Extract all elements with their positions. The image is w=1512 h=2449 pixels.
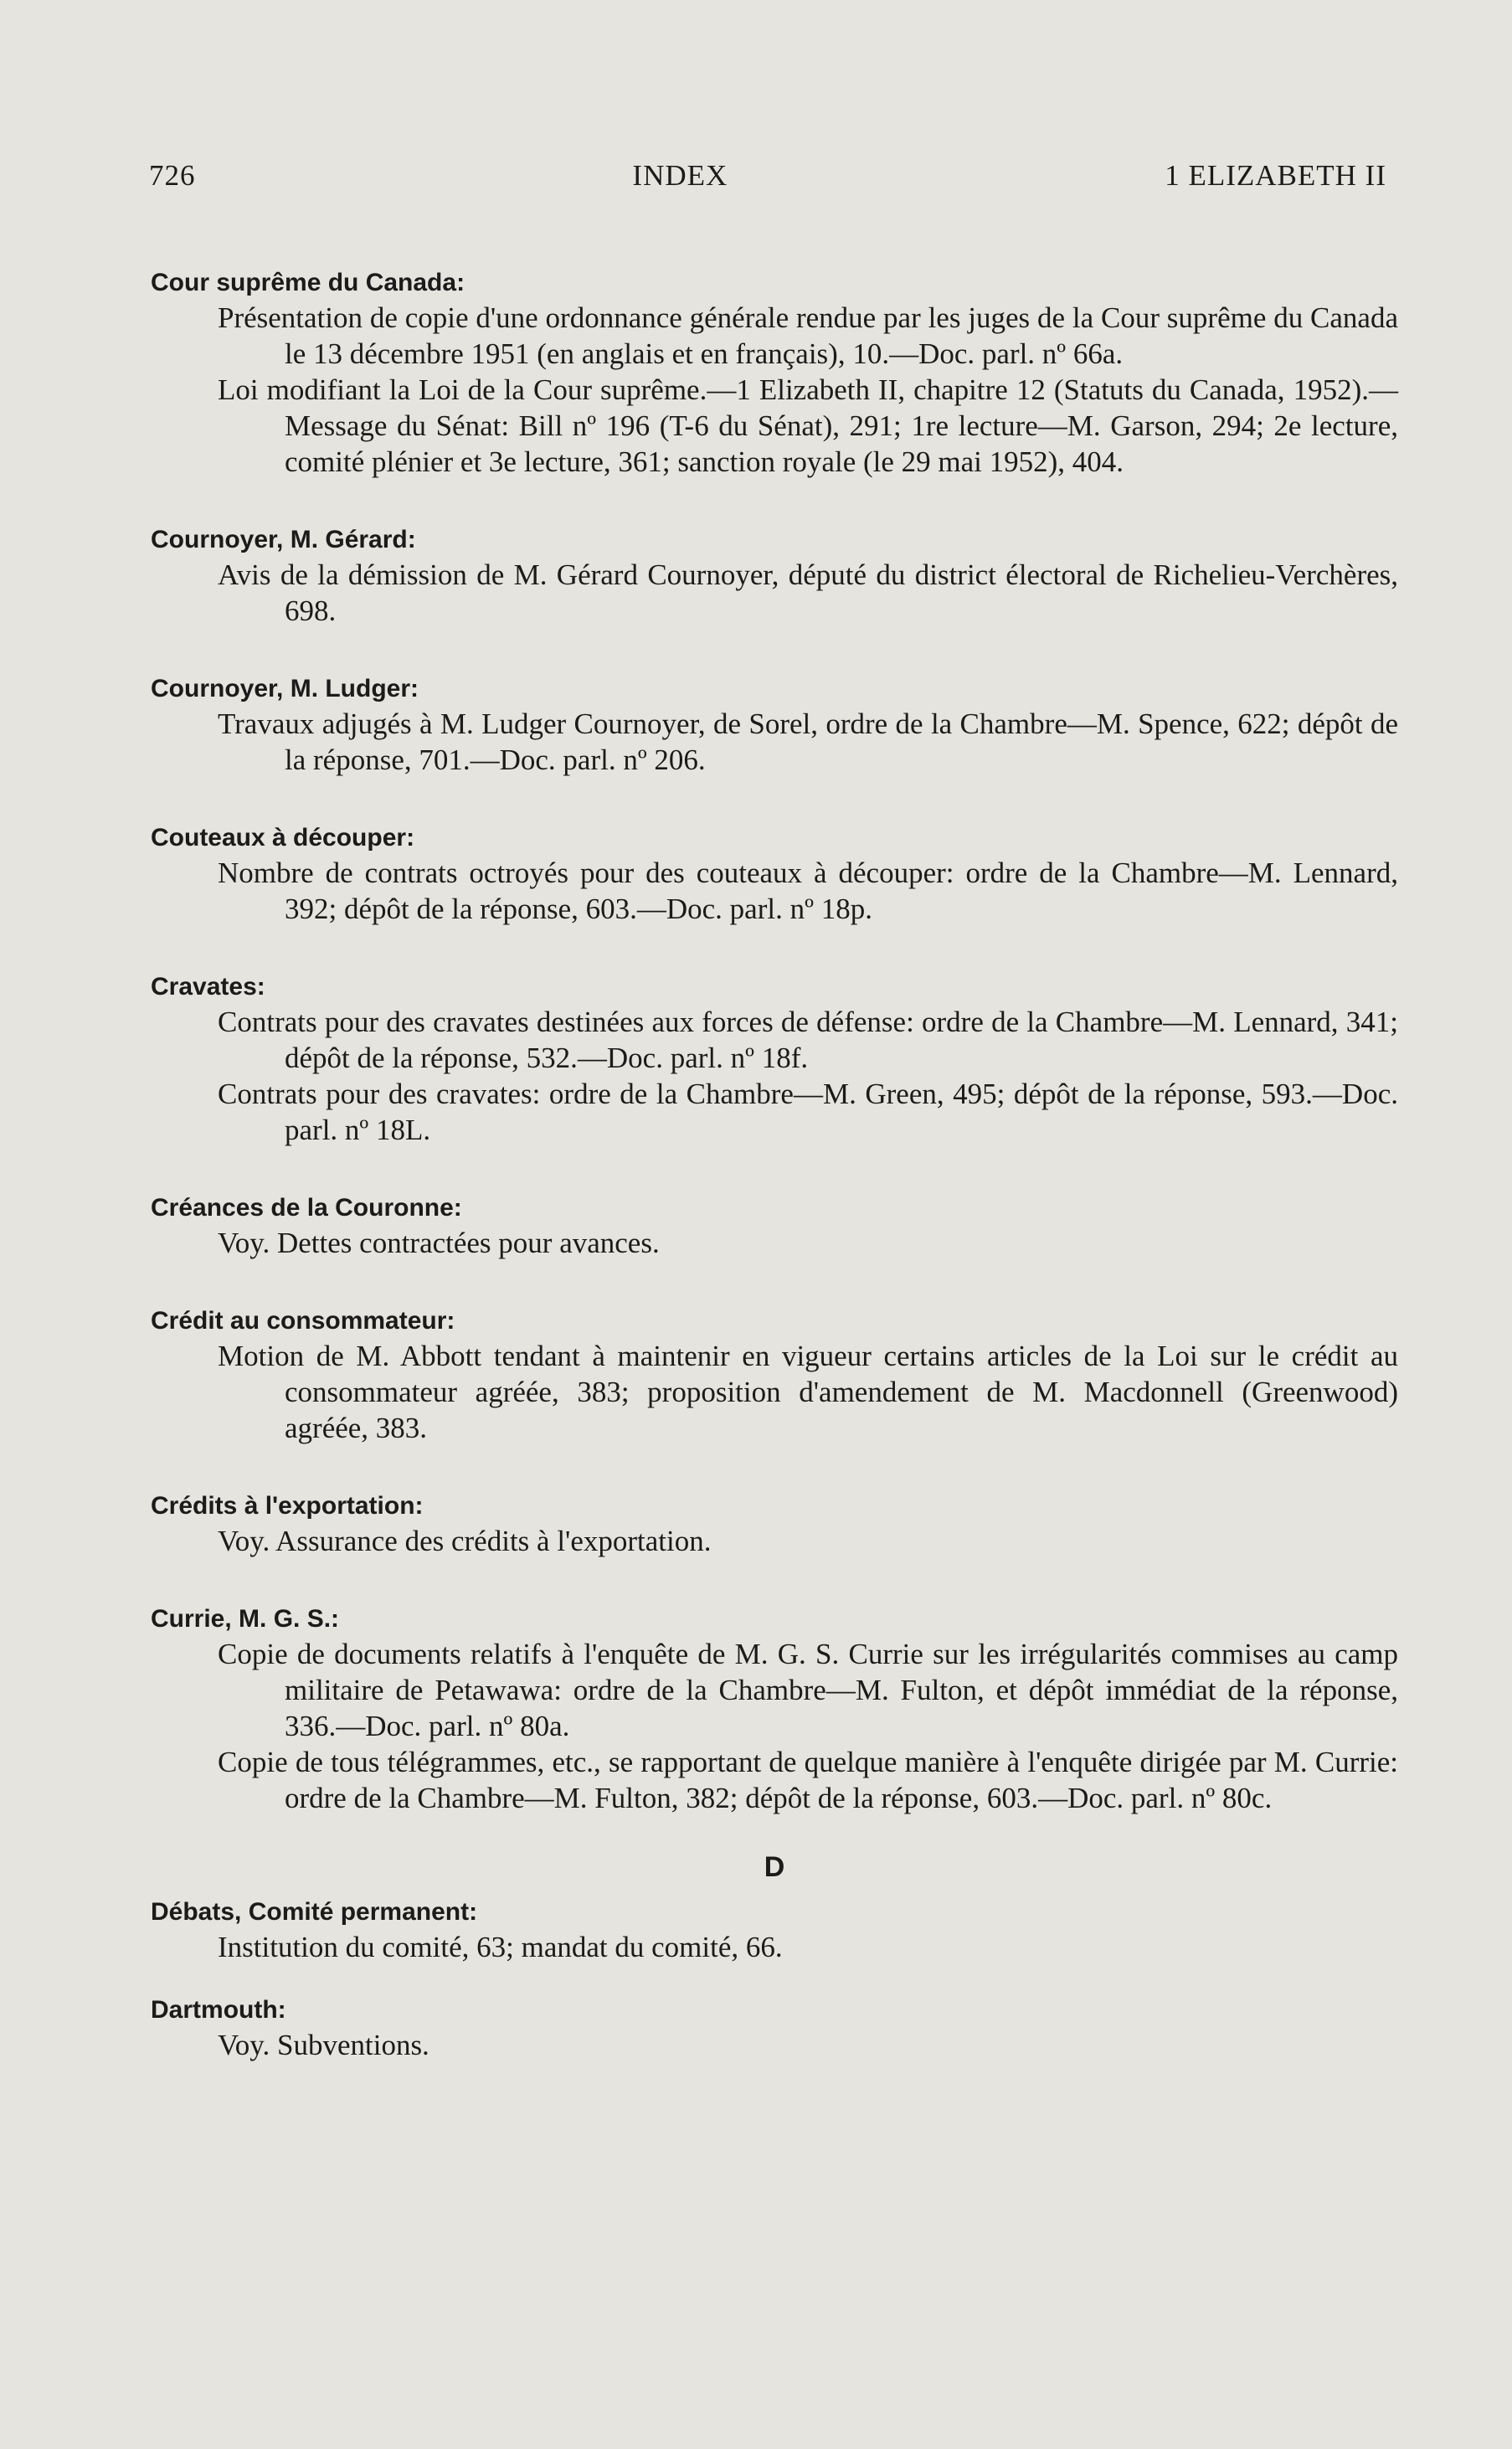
entry-heading: Cournoyer, M. Gérard: <box>151 526 416 553</box>
entry-subitem: Présentation de copie d'une ordonnance générale rendue par les juges de la Cour suprême du Canada le 13 décembre 1951 (en anglais et en français), 10.—Doc. parl. nº 66a. <box>218 301 1398 370</box>
page-number: 726 <box>149 159 196 192</box>
entry-subitem: Travaux adjugés à M. Ludger Cournoyer, de Sorel, ordre de la Chambre—M. Spence, 622; dépôt de la réponse, 701.—Doc. parl. nº 206. <box>218 707 1398 776</box>
entry-heading: Dartmouth: <box>151 1996 286 2024</box>
entry-subitem: Loi modifiant la Loi de la Cour suprême.—1 Elizabeth II, chapitre 12 (Statuts du Canada, 1952).—Message du Sénat: Bill nº 196 (T-6 du Sénat), 291; 1re lecture—M. Garson, 294; 2e lecture, comité plénier et 3e lecture, 361; sanction royale (le 29 mai 1952), 404. <box>218 373 1398 478</box>
entry-subitem: Nombre de contrats octroyés pour des couteaux à découper: ordre de la Chambre—M. Lennard, 392; dépôt de la réponse, 603.—Doc. parl. nº 18p. <box>218 857 1398 925</box>
index-entry <box>151 970 1398 1148</box>
entry-subitem: Contrats pour des cravates destinées aux forces de défense: ordre de la Chambre—M. Lennard, 341; dépôt de la réponse, 532.—Doc. parl. nº 18f. <box>218 1006 1398 1074</box>
entry-subitem: Voy. Assurance des crédits à l'exportation. <box>218 1525 712 1557</box>
index-entry <box>151 266 1398 480</box>
entry-heading: Crédit au consommateur: <box>151 1307 455 1335</box>
entry-subitem: Motion de M. Abbott tendant à maintenir en vigueur certains articles de la Loi sur le crédit au consommateur agréée, 383; proposition d'amendement de M. Macdonnell (Greenwood) agréée, 383. <box>218 1340 1398 1444</box>
page-header <box>149 159 1386 193</box>
entry-heading: Currie, M. G. S.: <box>151 1605 340 1633</box>
entry-subitem: Copie de documents relatifs à l'enquête de M. G. S. Currie sur les irrégularités commises au camp militaire de Petawawa: ordre de la Chambre—M. Fulton, et dépôt immédiat de la réponse, 336.—Doc. parl. nº 80a. <box>218 1638 1398 1742</box>
entry-heading: Crédits à l'exportation: <box>151 1492 424 1520</box>
entry-heading: Cour suprême du Canada: <box>151 269 465 296</box>
entry-heading: Cournoyer, M. Ludger: <box>151 675 419 702</box>
index-entry <box>151 821 1398 927</box>
index-entry <box>151 1994 1398 2063</box>
running-title: INDEX <box>632 159 728 192</box>
index-entry <box>151 1603 1398 1816</box>
entry-subitem: Voy. Dettes contractées pour avances. <box>218 1227 660 1259</box>
entry-subitem: Contrats pour des cravates: ordre de la Chambre—M. Green, 495; dépôt de la réponse, 593.—Doc. parl. nº 18L. <box>218 1078 1398 1146</box>
index-content <box>151 266 1398 2107</box>
entry-subitem: Institution du comité, 63; mandat du comité, 66. <box>218 1931 783 1963</box>
index-entry <box>151 1304 1398 1446</box>
index-entry <box>151 1191 1398 1261</box>
entry-subitem: Voy. Subventions. <box>218 2029 429 2061</box>
entry-subitem: Copie de tous télégrammes, etc., se rapportant de quelque manière à l'enquête dirigée par M. Currie: ordre de la Chambre—M. Fulton, 382; dépôt de la réponse, 603.—Doc. parl. nº 80c. <box>218 1746 1398 1814</box>
entry-subitem: Avis de la démission de M. Gérard Cournoyer, député du district électoral de Richelieu-Verchères, 698. <box>218 558 1398 627</box>
entry-heading: Cravates: <box>151 973 265 1001</box>
entry-heading: Débats, Comité permanent: <box>151 1898 478 1926</box>
section-letter: D <box>764 1851 785 1883</box>
index-entry <box>151 1896 1398 1965</box>
index-entry <box>151 523 1398 629</box>
index-entry <box>151 1489 1398 1559</box>
reign-label: 1 ELIZABETH II <box>1165 159 1386 192</box>
index-entry <box>151 672 1398 778</box>
entry-heading: Créances de la Couronne: <box>151 1194 462 1222</box>
entry-heading: Couteaux à découper: <box>151 824 415 851</box>
